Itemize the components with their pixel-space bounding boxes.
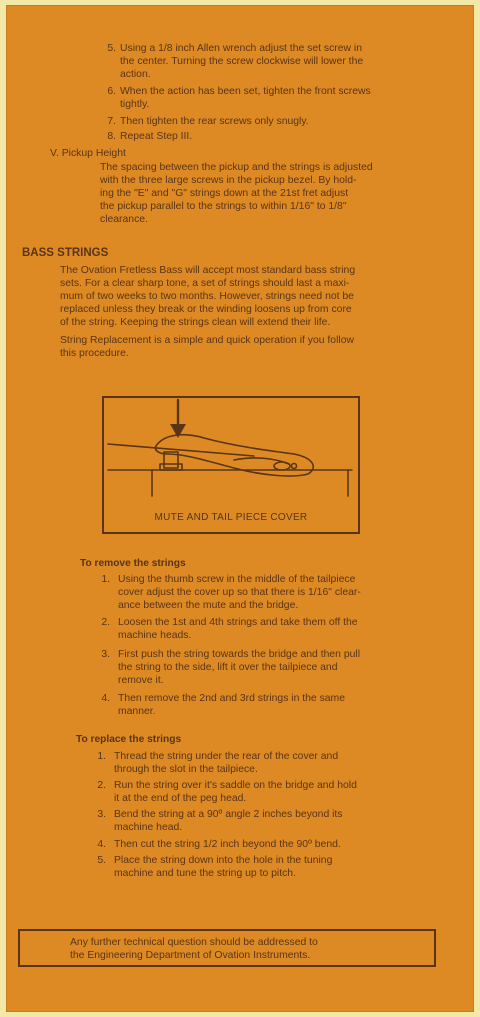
remove-step-1-line-3: ance between the mute and the bridge. bbox=[118, 600, 299, 611]
step-7-number: 7. bbox=[107, 116, 116, 127]
bass-para-1-line-1: The Ovation Fretless Bass will accept most standard bass string bbox=[60, 265, 356, 276]
bass-para-1-line-3: mum of two weeks to two months. However, strings need not be bbox=[60, 291, 354, 302]
replace-step-4-number: 4. bbox=[97, 839, 106, 850]
step-6-number: 6. bbox=[107, 86, 116, 97]
step-5-number: 5. bbox=[107, 43, 116, 54]
note-line-1: Any further technical question should be addressed to bbox=[70, 937, 318, 948]
pickup-line-3: ing the "E" and "G" strings down at the 21st fret adjust bbox=[100, 188, 349, 199]
remove-step-2-number: 2. bbox=[101, 617, 110, 628]
remove-strings-heading: To remove the strings bbox=[80, 558, 186, 569]
remove-step-3-line-1: First push the string towards the bridge and then pull bbox=[118, 649, 361, 660]
remove-step-3-number: 3. bbox=[101, 649, 110, 660]
bass-strings-heading: BASS STRINGS bbox=[22, 247, 109, 259]
step-5-line-1: Using a 1/8 inch Allen wrench adjust the set screw in bbox=[120, 43, 362, 54]
pickup-line-1: The spacing between the pickup and the strings is adjusted bbox=[100, 162, 373, 173]
remove-step-1-line-1: Using the thumb screw in the middle of the tailpiece bbox=[118, 574, 356, 585]
bass-para-1-line-5: of the string. Keeping the strings clean will extend their life. bbox=[60, 317, 331, 328]
step-8-line-1: Repeat Step III. bbox=[120, 131, 193, 142]
replace-step-3-line-2: machine head. bbox=[114, 822, 183, 833]
step-5-line-3: action. bbox=[120, 69, 151, 80]
replace-step-3-line-1: Bend the string at a 90º angle 2 inches beyond its bbox=[114, 809, 343, 820]
step-8-number: 8. bbox=[107, 131, 116, 142]
pickup-line-5: clearance. bbox=[100, 214, 148, 225]
replace-step-2-line-2: it at the end of the peg head. bbox=[114, 793, 247, 804]
bass-para-2-line-2: this procedure. bbox=[60, 348, 129, 359]
remove-step-3-line-2: the string to the side, lift it over the tailpiece and bbox=[118, 662, 338, 673]
figure-caption: MUTE AND TAIL PIECE COVER bbox=[154, 512, 308, 523]
replace-step-1-line-1: Thread the string under the rear of the cover and bbox=[114, 751, 339, 762]
replace-step-4-line-1: Then cut the string 1/2 inch beyond the 90º bend. bbox=[114, 839, 341, 850]
replace-step-5-line-1: Place the string down into the hole in the tuning bbox=[114, 855, 333, 866]
remove-step-4-line-1: Then remove the 2nd and 3rd strings in the same bbox=[118, 693, 345, 704]
technical-contact-note bbox=[18, 929, 436, 967]
pickup-line-4: the pickup parallel to the strings to within 1/16" to 1/8" bbox=[100, 201, 347, 212]
replace-step-2-line-1: Run the string over it's saddle on the bridge and hold bbox=[114, 780, 357, 791]
replace-strings-heading: To replace the strings bbox=[76, 734, 182, 745]
replace-step-1-number: 1. bbox=[97, 751, 106, 762]
bass-para-2-line-1: String Replacement is a simple and quick operation if you follow bbox=[60, 335, 354, 346]
remove-step-4-number: 4. bbox=[101, 693, 110, 704]
step-5-line-2: the center. Turning the screw clockwise will lower the bbox=[120, 56, 364, 67]
instruction-page bbox=[6, 5, 474, 1012]
replace-step-2-number: 2. bbox=[97, 780, 106, 791]
note-line-2: the Engineering Department of Ovation Instruments. bbox=[70, 950, 311, 961]
mute-tailpiece-figure bbox=[102, 396, 360, 534]
replace-step-1-line-2: through the slot in the tailpiece. bbox=[114, 764, 258, 775]
remove-step-3-line-3: remove it. bbox=[118, 675, 164, 686]
bass-para-1-line-2: sets. For a clear sharp tone, a set of strings should last a maxi- bbox=[60, 278, 350, 289]
remove-step-4-line-2: manner. bbox=[118, 706, 156, 717]
remove-step-2-line-1: Loosen the 1st and 4th strings and take them off the bbox=[118, 617, 358, 628]
replace-step-3-number: 3. bbox=[97, 809, 106, 820]
tailpiece-drawing bbox=[104, 398, 358, 508]
step-6-line-2: tightly. bbox=[120, 99, 150, 110]
pickup-line-2: with the three large screws in the pickup bezel. By hold- bbox=[100, 175, 357, 186]
replace-step-5-line-2: machine and tune the string up to pitch. bbox=[114, 868, 296, 879]
bass-para-1-line-4: replaced unless they break or the winding loosens up from core bbox=[60, 304, 352, 315]
pickup-height-title: V. Pickup Height bbox=[50, 148, 126, 159]
remove-step-1-number: 1. bbox=[101, 574, 110, 585]
remove-step-1-line-2: cover adjust the cover up so that there is 1/16" clear- bbox=[118, 587, 361, 598]
step-6-line-1: When the action has been set, tighten the front screws bbox=[120, 86, 371, 97]
replace-step-5-number: 5. bbox=[97, 855, 106, 866]
step-7-line-1: Then tighten the rear screws only snugly. bbox=[120, 116, 309, 127]
remove-step-2-line-2: machine heads. bbox=[118, 630, 192, 641]
